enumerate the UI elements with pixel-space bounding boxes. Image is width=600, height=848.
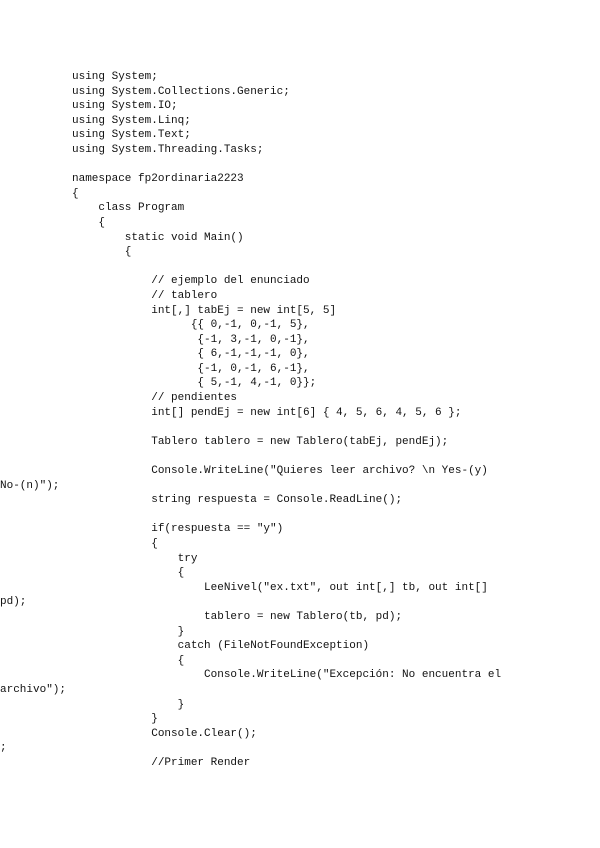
code-line: Console.WriteLine("Excepción: No encuentra el [72, 669, 502, 682]
code-line: string respuesta = Console.ReadLine(); [72, 494, 403, 507]
code-line: ; [0, 742, 7, 755]
code-line-blank [72, 420, 501, 435]
code-line-blank [72, 508, 501, 523]
code-line: { [72, 538, 158, 550]
code-line: { [72, 187, 79, 200]
code-line: using System.Text; [72, 129, 191, 142]
code-line: Tablero tablero = new Tablero(tabEj, pendEj); [72, 435, 449, 448]
code-line-blank [72, 449, 501, 464]
code-line: using System.Collections.Generic; [72, 85, 290, 98]
code-line: { [72, 216, 106, 229]
code-line: class Program [72, 202, 185, 215]
code-line: No-(n)"); [0, 479, 60, 492]
code-line-blank [72, 158, 501, 173]
code-line: try [72, 552, 198, 565]
code-line: //Primer Render [72, 756, 251, 769]
code-line: } [72, 698, 185, 711]
code-line: using System; [72, 71, 158, 83]
code-line: static void Main() [72, 231, 244, 244]
code-line: {-1, 3,-1, 0,-1}, [72, 333, 310, 346]
code-line: using System.Threading.Tasks; [72, 143, 264, 156]
code-line: if(respuesta == "y") [72, 523, 284, 536]
code-line: {{ 0,-1, 0,-1, 5}, [72, 319, 310, 332]
code-line: // tablero [72, 289, 218, 302]
code-line: { [72, 654, 185, 667]
code-listing [0, 70, 502, 771]
code-line-blank [72, 260, 501, 275]
code-line: int[] pendEj = new int[6] { 4, 5, 6, 4, 5, 6 }; [72, 406, 462, 419]
code-line: Console.Clear(); [72, 727, 257, 740]
code-line: {-1, 0,-1, 6,-1}, [72, 362, 310, 375]
code-line: archivo"); [0, 683, 67, 696]
code-line: tablero = new Tablero(tb, pd); [72, 610, 403, 623]
code-line: { [72, 246, 132, 259]
code-line: } [72, 625, 185, 638]
code-line: } [72, 713, 158, 726]
code-line: using System.Linq; [72, 114, 191, 127]
code-line: { [72, 567, 185, 580]
code-line: Console.WriteLine("Quieres leer archivo? \n Yes-(y) [72, 465, 488, 478]
code-line: catch (FileNotFoundException) [72, 640, 370, 653]
code-line: { 5,-1, 4,-1, 0}}; [72, 377, 317, 390]
code-line: // pendientes [72, 392, 238, 405]
code-line: // ejemplo del enunciado [72, 275, 310, 288]
code-line: using System.IO; [72, 100, 178, 113]
code-line: int[,] tabEj = new int[5, 5] [72, 304, 337, 317]
code-line: pd); [0, 596, 27, 609]
code-line: LeeNivel("ex.txt", out int[,] tb, out int[] [72, 581, 488, 594]
code-line: namespace fp2ordinaria2223 [72, 173, 244, 186]
code-line: { 6,-1,-1,-1, 0}, [72, 348, 310, 361]
